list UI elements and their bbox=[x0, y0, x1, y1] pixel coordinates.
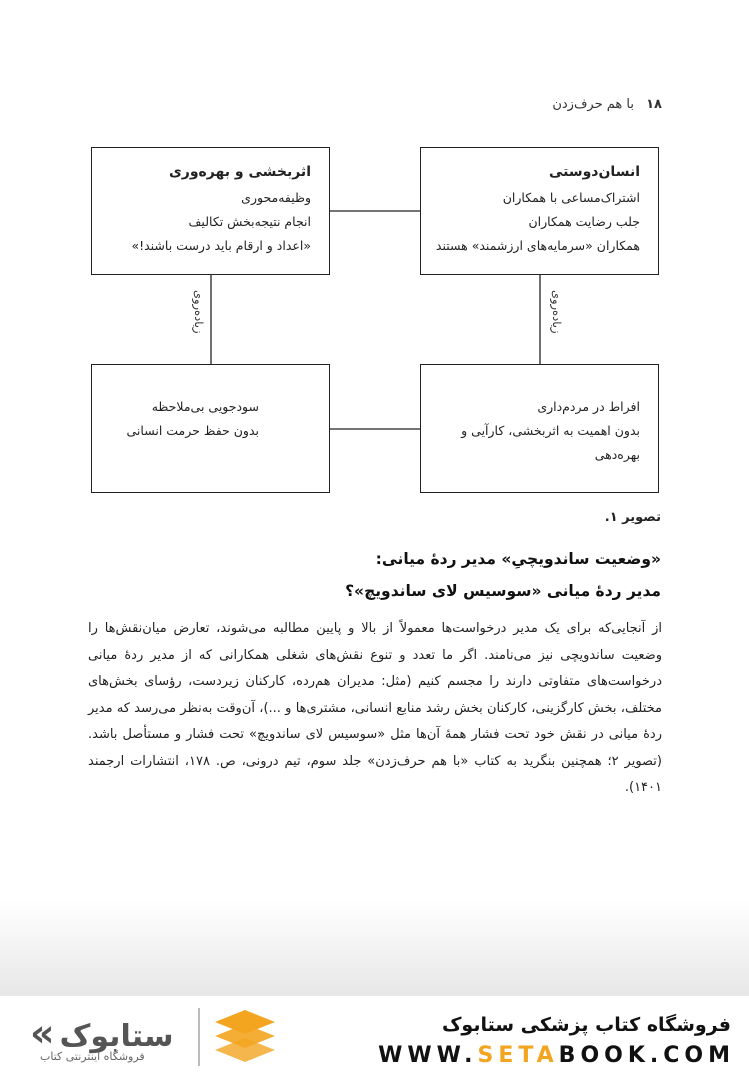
box-line: سودجویی بی‌ملاحظه bbox=[151, 399, 259, 414]
url-highlight: SETA bbox=[477, 1043, 559, 1068]
box-title: اثربخشی و بهره‌وری bbox=[168, 164, 311, 180]
connector-label-right: زیاده‌روی bbox=[550, 290, 564, 334]
logo-mark-icon bbox=[205, 1008, 285, 1070]
box-line: «اعداد و ارقام باید درست باشند!» bbox=[131, 238, 311, 253]
box-line: افراط در مردم‌داری bbox=[537, 399, 640, 414]
logo-chevron-icon: « bbox=[30, 1011, 55, 1055]
figure-caption: تصویر ۱. bbox=[604, 510, 661, 525]
box-line: جلب رضایت همکاران bbox=[528, 214, 640, 229]
box-line: انجام نتیجه‌بخش تکالیف bbox=[188, 214, 311, 229]
body-paragraph: از آنجایی‌که برای یک مدیر درخواست‌ها معمولاً از بالا و پایین مطالبه می‌شوند، تعارض میان‌نقش‌ها را وضعیت ساندویچی نیز می‌نامند. اگر ما تعدد و تنوع نقش‌های شغلی همکارانی که از مدیر ردهٔ میانی درخواست‌های متفاوتی دارند را مجسم کنیم (مثل: مدیران هم‌رده، کارکنان زیردست، رؤسای بخش‌های مختلف، بخش کارگزینی، کارکنان بخش رشد منابع انسانی، مشتری‌ها و ...)، آن‌وقت به‌نظر می‌رسد که مدیر ردهٔ میانی در نقش خود تحت فشار همهٔ آن‌ها مثل «سوسیس لای ساندویچ» تحت فشار و مستأصل باشد. (تصویر ۲؛ همچنین بنگرید به کتاب «با هم حرف‌زدن» جلد سوم، تیم درونی، ص. ۱۷۸، انتشارات ارجمند ۱۴۰۱). bbox=[88, 621, 662, 795]
book-title: با هم حرف‌زدن bbox=[552, 97, 634, 112]
store-url[interactable] bbox=[378, 1043, 735, 1068]
page-header bbox=[552, 97, 662, 112]
url-suffix: BOOK.COM bbox=[558, 1043, 735, 1068]
page-number: ۱۸ bbox=[646, 97, 662, 112]
store-name: فروشگاه کتاب پزشکی ستابوک bbox=[441, 1014, 731, 1036]
section-heading: «وضعیت ساندویچیِ» مدیر ردهٔ میانی: bbox=[375, 550, 661, 568]
box-line: همکاران «سرمایه‌های ارزشمند» هستند bbox=[435, 238, 640, 253]
box-excess-profit bbox=[91, 364, 330, 493]
box-humanism bbox=[420, 147, 659, 275]
logo-divider bbox=[198, 1008, 200, 1066]
logo-subtext: فروشگاه اینترنتی کتاب bbox=[40, 1050, 145, 1063]
logo-text: ستابوک bbox=[59, 1019, 174, 1054]
box-line: بدون حفظ حرمت انسانی bbox=[126, 423, 259, 438]
box-line: وظیفه‌محوری bbox=[241, 190, 311, 205]
box-line: اشتراک‌مساعی با همکاران bbox=[502, 190, 640, 205]
page-fade bbox=[0, 900, 749, 1000]
box-effectiveness bbox=[91, 147, 330, 275]
box-line: بدون اهمیت به اثربخشی، کارآیی و بهره‌دهی bbox=[461, 423, 640, 462]
connector-label-left: زیاده‌روی bbox=[192, 290, 206, 334]
section-subheading: مدیر ردهٔ میانی «سوسیس لای ساندویچ»؟ bbox=[345, 582, 661, 600]
box-title: انسان‌دوستی bbox=[548, 164, 640, 180]
logo bbox=[30, 1011, 173, 1055]
url-prefix: WWW. bbox=[378, 1043, 478, 1068]
box-excess-people bbox=[420, 364, 659, 493]
